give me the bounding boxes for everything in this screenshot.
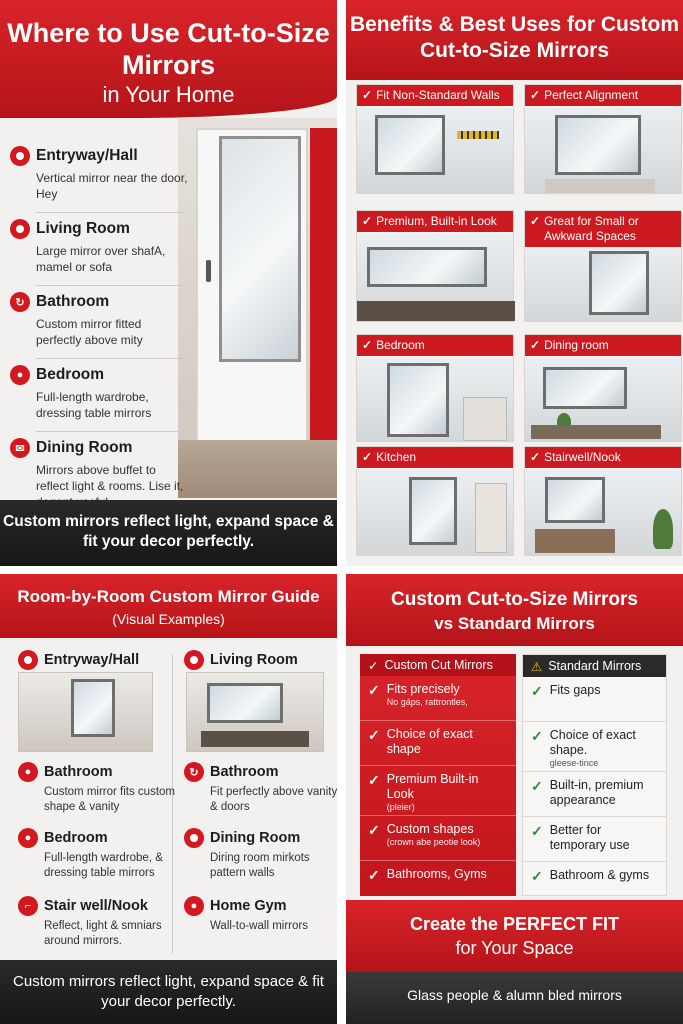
check-icon: ✓ xyxy=(362,338,373,352)
person-icon: ● xyxy=(18,762,38,782)
refresh-icon: ↻ xyxy=(184,762,204,782)
list-item: ✓ Bathrooms, Gyms xyxy=(368,867,487,883)
refresh-icon: ↻ xyxy=(10,292,30,312)
footer-banner: Custom mirrors reflect light, expand space & fit your decor perfectly. xyxy=(0,960,337,1024)
person-icon: ● xyxy=(18,828,38,848)
mirror xyxy=(375,115,445,175)
room-photo xyxy=(18,672,153,752)
mirror xyxy=(367,247,487,287)
check-icon: ✓ xyxy=(530,214,541,228)
benefit-card xyxy=(524,446,682,556)
check-icon: ✓ xyxy=(531,778,543,794)
mirror xyxy=(207,683,283,723)
circle-icon xyxy=(184,650,204,670)
door-handle xyxy=(206,260,211,282)
list-item xyxy=(10,359,190,431)
room-list xyxy=(10,140,190,504)
room-desc: Mirrors above buffet to reflect light & rooms. Lise it, xyxy=(36,463,184,493)
red-wall xyxy=(310,128,337,446)
dresser xyxy=(463,397,507,441)
column-header: ✓ Custom Cut Mirrors xyxy=(360,654,516,676)
list-item: Living Room xyxy=(184,650,337,670)
location-pin-icon: ● xyxy=(184,896,204,916)
list-item: ✓ Bathroom & gyms xyxy=(531,868,650,884)
room-desc: Vertical mirror near the door, Hey xyxy=(36,171,188,201)
mirror xyxy=(543,367,627,409)
list-item: ✓ Better for temporary use xyxy=(523,817,666,862)
check-icon: ✓ xyxy=(368,867,380,883)
location-pin-icon xyxy=(10,146,30,166)
person-icon: ● xyxy=(10,365,30,385)
measuring-tape-icon xyxy=(457,131,499,139)
check-icon: ✓ xyxy=(531,823,543,839)
list-item: Dining Room Diring room mirkots pattern walls xyxy=(184,828,337,881)
panel-subtitle: in Your Home xyxy=(102,82,235,107)
benefit-card xyxy=(524,210,682,322)
cta-banner xyxy=(346,900,683,972)
card-photo xyxy=(525,469,681,555)
list-item xyxy=(10,213,190,285)
card-photo xyxy=(525,107,681,193)
check-icon: ✓ xyxy=(368,822,380,838)
mirror xyxy=(409,477,457,545)
circle-icon xyxy=(10,219,30,239)
check-icon: ✓ xyxy=(368,682,380,698)
cabinet xyxy=(535,529,615,553)
card-photo xyxy=(357,469,513,555)
check-icon: ✓ xyxy=(531,728,543,744)
card-photo xyxy=(357,233,513,321)
panel-benefits xyxy=(346,0,683,566)
circle-icon xyxy=(18,650,38,670)
check-icon: ✓ xyxy=(362,88,373,102)
header-banner xyxy=(346,0,683,80)
circle-icon xyxy=(184,828,204,848)
panel-title: Room-by-Room Custom Mirror Guide (Visual Examples) xyxy=(17,587,320,627)
mirror xyxy=(589,251,649,315)
check-icon: ✓ xyxy=(368,727,380,743)
card-caption: ✓ Bedroom xyxy=(357,335,513,356)
list-item: ✓ Custom shapes (crown abe peotie look) xyxy=(360,816,516,861)
stairs-icon: ⌐ xyxy=(18,896,38,916)
room-name: Dining Room xyxy=(36,439,133,456)
room-name: Entryway/Hall xyxy=(36,147,138,164)
list-item: ✓ Fits gaps xyxy=(523,677,666,722)
door-mirror xyxy=(219,136,301,362)
room-name: Living Room xyxy=(36,220,130,237)
list-item xyxy=(10,286,190,358)
mirror xyxy=(387,363,449,437)
panel-title: Benefits & Best Uses for Custom Cut-to-Size Mirrors xyxy=(349,13,680,62)
mirror xyxy=(545,477,605,523)
benefit-card xyxy=(524,334,682,442)
panel-where-to-use xyxy=(0,0,337,566)
header-banner xyxy=(0,574,337,638)
panel-comparison xyxy=(346,574,683,1024)
list-item: ● Bathroom Custom mirror fits custom shape & vanity xyxy=(18,762,178,815)
panel-title: Custom Cut-to-Size Mirrors vs Standard Mirrors xyxy=(391,589,638,633)
check-icon: ✓ xyxy=(362,450,373,464)
panel-room-guide xyxy=(0,574,337,1024)
list-item: ↻ Bathroom Fit perfectly above vanity & doors xyxy=(184,762,337,815)
room-name: Bathroom xyxy=(36,293,110,310)
list-item: ✓ Premium Built-in Look (pleier) xyxy=(360,766,516,816)
check-icon: ✓ xyxy=(531,868,543,884)
list-item: ✓ Built-in, premium appearance xyxy=(523,772,666,817)
column-header: ⚠ Standard Mirrors xyxy=(523,655,666,677)
vanity xyxy=(201,731,309,747)
plant xyxy=(653,509,673,549)
check-icon: ✓ xyxy=(530,450,541,464)
mirror xyxy=(555,115,641,175)
check-icon: ✓ xyxy=(368,772,380,788)
benefit-card xyxy=(356,84,514,194)
check-icon: ✓ xyxy=(530,88,541,102)
list-item: ✓ Fits precisely No gáps, rattrontles, xyxy=(360,676,516,721)
room-desc: Large mirror over shafA, mamel or sofa xyxy=(36,244,166,274)
vanity xyxy=(357,301,515,321)
shelf xyxy=(475,483,507,553)
list-item: ✓ Choice of exact shape xyxy=(360,721,516,766)
benefit-card xyxy=(356,210,514,322)
panel-title: Where to Use Cut-to-Size Mirrors xyxy=(7,18,330,80)
custom-column xyxy=(360,654,516,896)
card-caption: ✓ Dining room xyxy=(525,335,681,356)
card-caption: ✓ Fit Non-Standard Walls xyxy=(357,85,513,106)
benefit-card xyxy=(356,446,514,556)
floor xyxy=(178,440,337,498)
list-item: ✓ Choice of exact shape. gleese-tince xyxy=(523,722,666,772)
benefit-card xyxy=(356,334,514,442)
list-item xyxy=(10,432,190,504)
buffet xyxy=(531,425,661,439)
card-photo xyxy=(357,357,513,441)
door xyxy=(196,128,308,446)
cta-line-2: for Your Space xyxy=(455,938,574,958)
cta-line-1: Create the PERFECT FIT xyxy=(409,914,620,934)
list-item: ⌐ Stair well/Nook Reflect, light & smniars around mirrors. xyxy=(18,896,178,949)
list-item xyxy=(10,140,190,212)
room-desc: Custom mirror fitted perfectly above mity xyxy=(36,317,143,347)
room-photo xyxy=(186,672,324,752)
card-caption: ✓ Great for Small or Awkward Spaces xyxy=(525,211,681,247)
room-name: Bedroom xyxy=(36,366,105,383)
card-photo xyxy=(357,107,513,193)
check-icon: ✓ xyxy=(368,658,379,673)
card-caption: ✓ Kitchen xyxy=(357,447,513,468)
check-icon: ✓ xyxy=(531,683,543,699)
benefit-card xyxy=(524,84,682,194)
list-item: ● Bedroom Full-length wardrobe, & dressing table mirrors xyxy=(18,828,178,881)
card-caption: ✓ Perfect Alignment xyxy=(525,85,681,106)
list-item: Entryway/Hall xyxy=(18,650,178,670)
header-banner xyxy=(0,0,337,118)
list-item: ● Home Gym Wall-to-wall mirrors xyxy=(184,896,337,934)
card-caption: ✓ Premium, Built-in Look xyxy=(357,211,513,232)
footer-banner: Custom mirrors reflect light, expand space & fit your decor perfectly. xyxy=(0,500,337,566)
check-icon: ✓ xyxy=(362,214,373,228)
header-banner xyxy=(346,574,683,646)
envelope-icon: ✉ xyxy=(10,438,30,458)
room-desc: Full-length wardrobe, dressing table mirrors xyxy=(36,390,152,420)
footer-banner: Glass people & alumn bled mirrors xyxy=(346,972,683,1024)
card-photo xyxy=(525,245,681,321)
card-caption: ✓ Stairwell/Nook xyxy=(525,447,681,468)
standard-column xyxy=(522,654,667,896)
vanity xyxy=(545,179,655,193)
card-photo xyxy=(525,357,681,441)
check-icon: ✓ xyxy=(530,338,541,352)
warning-icon: ⚠ xyxy=(531,659,543,674)
mirror xyxy=(71,679,115,737)
